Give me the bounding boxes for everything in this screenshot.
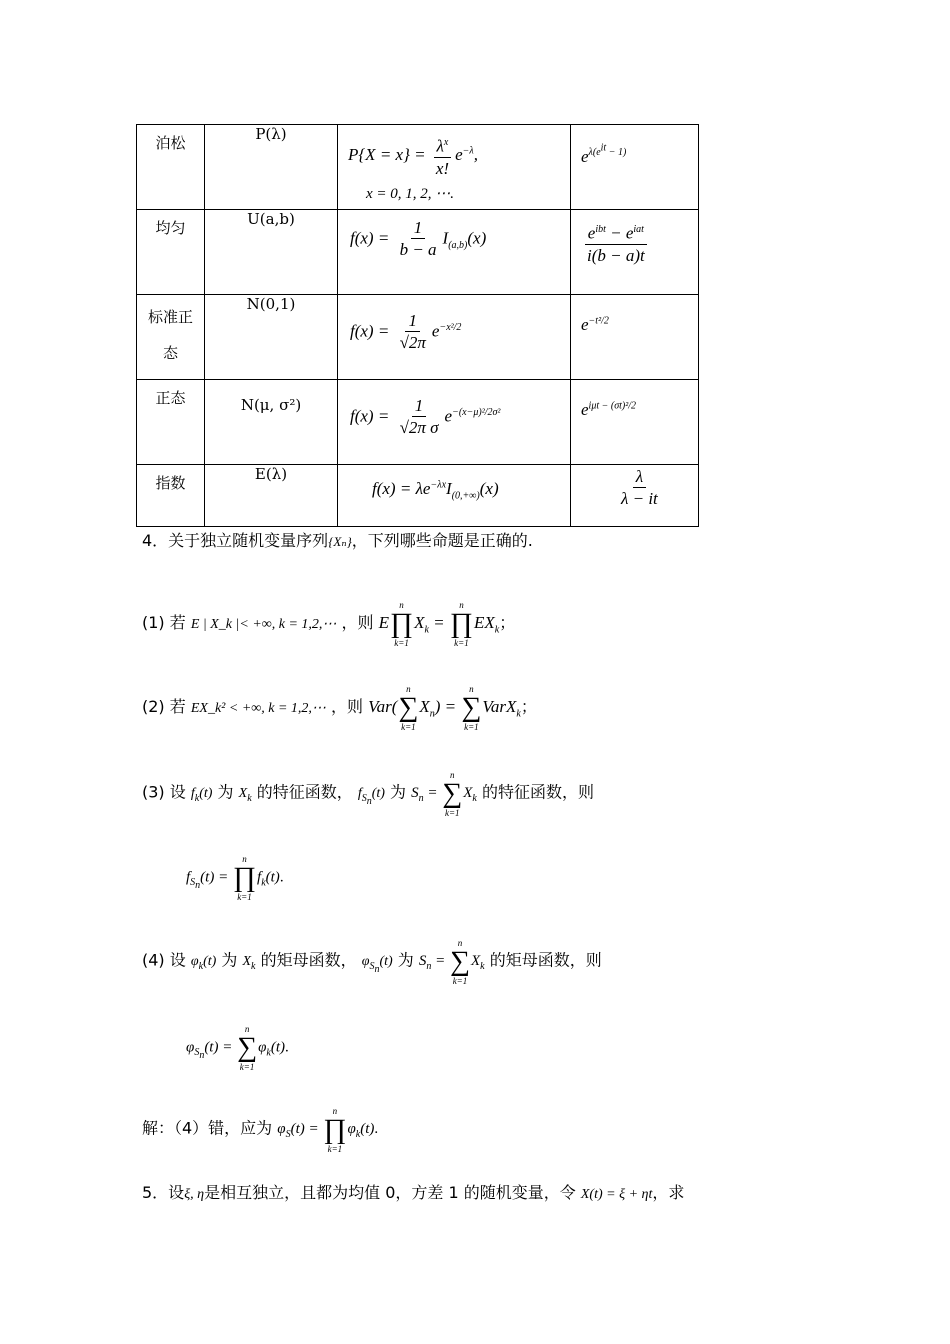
dist-name: 指数 — [137, 465, 205, 527]
dist-char-func: $e^{-t^2/2}$ — [571, 295, 699, 380]
dist-density: f(x) = $\frac{1}{√2\pi}$ $e^{-x^2/2}$ — [338, 295, 571, 380]
poisson-range: x = 0, 1, 2, ⋯. — [366, 185, 455, 202]
dist-density: P{X = x} = $\frac{\lambda^x}{x!}$ $e^{-\lambda}$, x = 0, 1, 2, ⋯. — [338, 125, 571, 210]
dist-symbol: N(0,1) — [205, 295, 338, 380]
dist-name: 正态 — [137, 380, 205, 465]
table-row — [137, 210, 699, 295]
table-row — [137, 380, 699, 465]
dist-char-func: $e^{\lambda(e^{it} - 1)}$ — [571, 125, 699, 210]
dist-symbol: E(λ) — [205, 465, 338, 527]
table-row — [137, 295, 699, 380]
dist-name: 标准正 态 — [137, 295, 205, 380]
q5-intro: 5．设ξ, η是相互独立，且都为均值 0，方差 1 的随机变量，令 X(t) = ξ + ηt，求 — [142, 1183, 685, 1202]
dist-symbol: P(λ) — [205, 125, 338, 210]
dist-char-func: $e^{i\mu t - (\sigma t)^2/2}$ — [571, 380, 699, 465]
table-row — [137, 125, 699, 210]
dist-density: $f(x) = \lambda e^{-\lambda x}I_{(0,+\infty)}(x)$ — [338, 465, 571, 527]
dist-symbol: U(a,b) — [205, 210, 338, 295]
dist-density: f(x) = $\frac{1}{b - a}$ $I_{(a,b)}(x)$ — [338, 210, 571, 295]
q4-formula-4: $\varphi_{S_n}(t)$ = n ∑ k=1 $\varphi_k(t)$. — [186, 1024, 289, 1072]
dist-name: 泊松 — [137, 125, 205, 210]
table-row — [137, 465, 699, 527]
dist-density: f(x) = $\frac{1}{\text{√2π σ}}$ $e^{-(x-\mu)^2/2\sigma^2}$ — [338, 380, 571, 465]
q4-solution: 解：（4）错，应为 $\varphi_S(t)$ = n ∏ k=1 $\varphi_k(t)$. — [142, 1106, 379, 1154]
dist-char-func: $\frac{\lambda}{\lambda - it}$ — [571, 465, 699, 527]
q4-proposition-2: (2) 若 EX_k² < +∞, k = 1,2,⋯ ，则 Var( n ∑ k=1 $X_n$) = n ∑ k=1 VarX$_k$； — [142, 684, 537, 732]
dist-symbol: N(μ, σ²) — [205, 380, 338, 465]
dist-name: 均匀 — [137, 210, 205, 295]
dist-char-func: $\frac{e^{ibt} - e^{iat}}{i(b - a)t}$ — [571, 210, 699, 295]
distribution-table — [136, 124, 699, 527]
q4-proposition-3: (3) 设 $f_k(t)$ 为 $X_k$ 的特征函数， $f_{S_n}(t)$ 为 $S_n$ = n ∑ k=1 $X_k$ 的特征函数，则 — [142, 770, 594, 818]
q4-formula-3: $f_{S_n}(t)$ = n ∏ k=1 $f_k(t)$. — [186, 854, 284, 902]
q4-proposition-4: (4) 设 $\varphi_k(t)$ 为 $X_k$ 的矩母函数， $\varphi_{S_n}(t)$ 为 $S_n$ = n ∑ k=1 $X_k$ 的矩母函数，则 — [142, 938, 602, 986]
q4-intro: 4．关于独立随机变量序列{Xₙ}，下列哪些命题是正确的. — [142, 531, 533, 550]
q4-proposition-1: (1) 若 E | X_k |< +∞, k = 1,2,⋯ ，则 E n ∏ k=1 $X_k$ = n ∏ k=1 $EX_k$； — [142, 600, 516, 648]
